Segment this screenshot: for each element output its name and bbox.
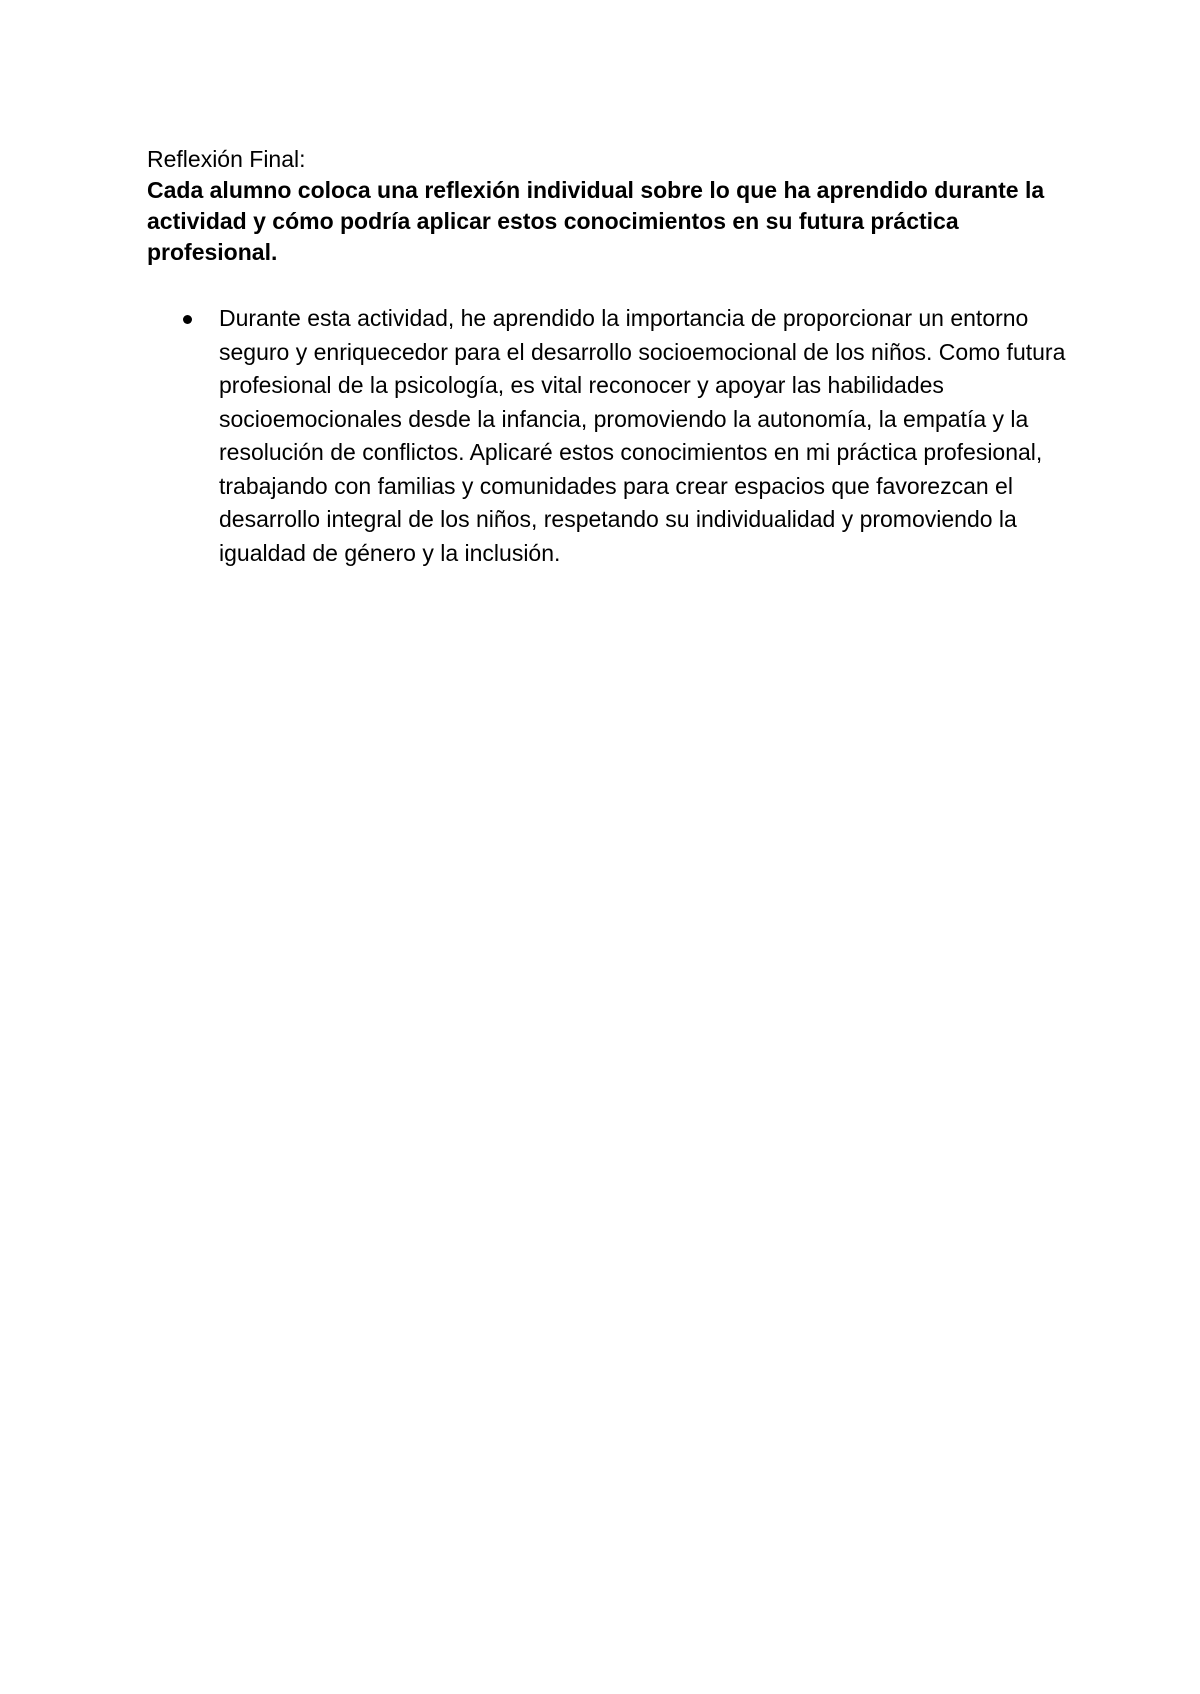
reflection-text: Durante esta actividad, he aprendido la importancia de proporcionar un entorno seguro y enriquecedor para el desarrollo socioemocional de los niños. Como futura profesional de la psicología, es vital reconocer y apoyar las habilidades socioemocionales desde la infancia, promoviendo la autonomía, la empatía y la resolución de conflictos. Aplicaré estos conocimientos en mi práctica profesional, trabajando con familias y comunidades para crear espacios que favorezcan el desarrollo integral de los niños, respetando su individualidad y promoviendo la igualdad de género y la inclusión. (219, 305, 1066, 566)
list-item (147, 302, 1067, 570)
document-content (147, 144, 1067, 570)
assignment-prompt: Cada alumno coloca una reflexión individual sobre lo que ha aprendido durante la actividad y cómo podría aplicar estos conocimientos en su futura práctica profesional. (147, 177, 1045, 265)
bullet-icon (183, 315, 192, 324)
reflection-list (147, 302, 1067, 570)
section-heading: Reflexión Final: (147, 146, 306, 172)
